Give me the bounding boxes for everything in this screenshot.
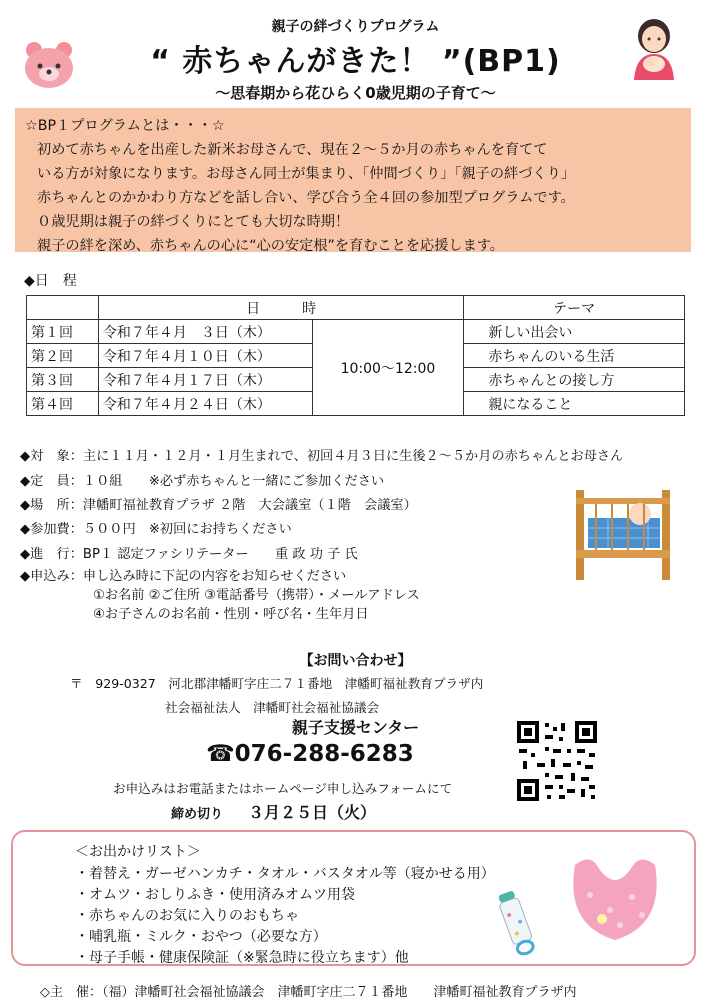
date-cell: 令和７年４月１７日（木） [98, 368, 312, 392]
list-item: ・哺乳瓶・ミルク・おやつ（必要な方） [75, 929, 327, 945]
apply-detail-2: ④お子さんのお名前・性別・呼び名・生年月日 [93, 607, 369, 622]
date-cell: 令和７年４月 ３日（木） [98, 320, 312, 344]
theme-cell: 赤ちゃんのいる生活 [464, 344, 685, 368]
theme-cell: 親になること [464, 392, 685, 416]
list-item: ・母子手帳・健康保険証（※緊急時に役立ちます）他 [75, 950, 409, 966]
phone-number[interactable]: ☎076-288-6283 [206, 741, 414, 767]
header-theme: テーマ [464, 296, 685, 320]
schedule-title: ◆日 程 [24, 273, 77, 289]
date-cell: 令和７年４月２４日（木） [98, 392, 312, 416]
organizer-footer: ◇主 催：（福）津幡町社会福祉協議会 津幡町字庄二７１番地 津幡町福祉教育プラザ内 [40, 985, 577, 1000]
contact-address: 〒 929-0327 河北郡津幡町字庄二７１番地 津幡町福祉教育プラザ内 [70, 676, 484, 691]
baby-crib-icon [568, 470, 678, 582]
baby-bottle-icon [492, 885, 554, 957]
table-row [27, 320, 685, 344]
theme-cell: 新しい出会い [464, 320, 685, 344]
apply-detail-1: ①お名前 ②ご住所 ③電話番号（携帯）・メールアドレス [93, 588, 420, 603]
list-item: ・赤ちゃんのお気に入りのおもちゃ [75, 908, 299, 924]
target-info: ◆対 象：主に１１月・１２月・１月生まれで、初回４月３日に生後２～５か月の赤ちゃんとお母さん [20, 449, 624, 464]
intro-line: ０歳児期は親子の絆づくりにとても大切な時期！ [37, 214, 350, 230]
date-cell: 令和７年４月１０日（木） [98, 344, 312, 368]
session-cell: 第１回 [27, 320, 99, 344]
intro-line: 赤ちゃんとのかかわり方などを話し合い、学び合う全４回の参加型プログラムです。 [37, 190, 575, 206]
facilitator-info: ◆進 行：BP１ 認定ファシリテーター 重 政 功 子 氏 [20, 547, 358, 562]
list-item: ・オムツ・おしりふき・使用済みオムツ用袋 [75, 887, 355, 903]
header-empty [27, 296, 99, 320]
apply-info: ◆申込み：申し込み時に下記の内容をお知らせください [20, 569, 347, 584]
list-item: ・着替え・ガーゼハンカチ・タオル・バスタオル等（寝かせる用） [75, 866, 495, 882]
center-name: 親子支援センター [291, 718, 420, 737]
qr-code-icon[interactable] [515, 719, 599, 803]
venue-info: ◆場 所：津幡町福祉教育プラザ ２階 大会議室（１階 会議室） [20, 498, 417, 513]
apply-note: お申込みはお電話またはホームページ申し込みフォームにて [113, 781, 453, 796]
session-cell: 第３回 [27, 368, 99, 392]
schedule-table [26, 295, 685, 416]
page-subtitle: ～思春期から花ひらく0歳児期の子育て～ [215, 84, 496, 102]
intro-line: 初めて赤ちゃんを出産した新米お母さんで、現在２～５か月の赤ちゃんを育てて [37, 142, 548, 158]
theme-cell: 赤ちゃんとの接し方 [464, 368, 685, 392]
intro-line: いる方が対象になります。お母さん同士が集まり、「仲間づくり」「親子の絆づくり」 [37, 166, 575, 182]
contact-heading: 【お問い合わせ】 [299, 653, 412, 669]
page-title: “ 赤ちゃんがきた！ ”(BP1) [150, 44, 561, 79]
checklist-heading: ＜お出かけリスト＞ [75, 844, 201, 860]
session-cell: 第２回 [27, 344, 99, 368]
header-datetime: 日 時 [98, 296, 463, 320]
fee-info: ◆参加費：５００円 ※初回にお持ちください [20, 522, 292, 537]
time-cell: 10:00～12:00 [312, 320, 464, 416]
capacity-info: ◆定 員：１０組 ※必ず赤ちゃんと一緒にご参加ください [20, 474, 385, 489]
mother-baby-icon [626, 14, 682, 80]
program-intro [15, 108, 691, 252]
program-kicker: 親子の絆づくりプログラム [271, 19, 440, 35]
bib-icon [560, 845, 670, 945]
bear-icon [22, 40, 76, 90]
schedule-header-row [27, 296, 685, 320]
session-cell: 第４回 [27, 392, 99, 416]
deadline-date: ３月２５日（火） [248, 803, 377, 822]
deadline-label: 締め切り [171, 807, 224, 822]
intro-line: 親子の絆を深め、赤ちゃんの心に“心の安定根”を育むことを応援します。 [37, 238, 504, 254]
contact-org: 社会福祉法人 津幡町社会福祉協議会 [165, 700, 380, 715]
intro-heading: ☆BP１プログラムとは・・・☆ [25, 118, 225, 134]
